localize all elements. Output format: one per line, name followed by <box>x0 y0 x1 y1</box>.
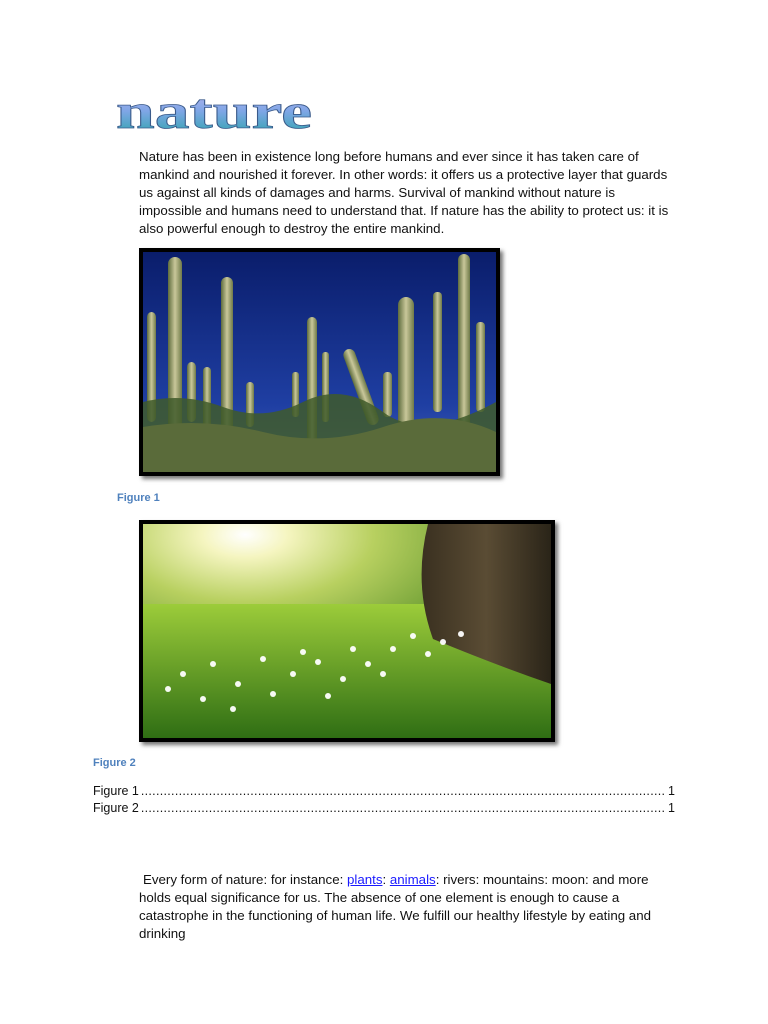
figure-2-caption: Figure 2 <box>93 757 136 769</box>
table-of-figures <box>93 783 675 817</box>
page-title <box>112 84 322 144</box>
wordart-title <box>112 84 322 144</box>
toc-entry-figure-1[interactable] <box>93 783 675 800</box>
body-separator: : <box>382 872 390 887</box>
body-text-start: Every form of nature: for instance: <box>143 872 347 887</box>
figure-2-image <box>139 520 555 742</box>
animals-link[interactable]: animals <box>389 872 436 887</box>
toc-entry-figure-2[interactable] <box>93 800 675 817</box>
toc-label: Figure 1 <box>93 784 139 798</box>
toc-label: Figure 2 <box>93 801 139 815</box>
toc-page-number: 1 <box>668 784 675 798</box>
figure-1-caption: Figure 1 <box>117 492 160 504</box>
intro-paragraph: Nature has been in existence long before humans and ever since it has taken care of mankind and nourished it forever. In other words: it offers us a protective layer that guards us against all kinds of damages and harms. Survival of mankind without nature is impossible and humans need to understand that. If nature has the ability to protect us: it is also powerful enough to destroy the entire mankind. <box>139 149 669 236</box>
toc-leader <box>141 783 666 800</box>
figure-1-image <box>139 248 500 476</box>
title-text: nature <box>116 84 312 139</box>
body-paragraph <box>139 871 679 943</box>
toc-leader <box>141 800 666 817</box>
toc-page-number: 1 <box>668 801 675 815</box>
body-text-rest: : rivers: mountains: moon: and more holds equal significance for us. The absence of one element is enough to cause a catastrophe in the functioning of human life. We fulfill our healthy lifestyle by eating and drinking <box>139 872 651 941</box>
plants-link[interactable]: plants <box>346 872 383 887</box>
